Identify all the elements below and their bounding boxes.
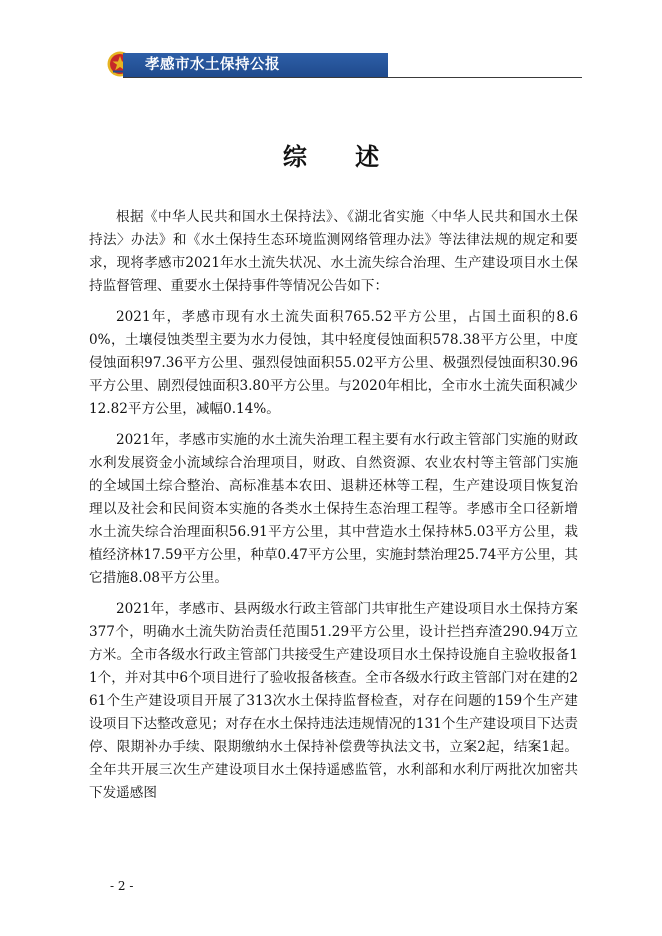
paragraph-supervision: 2021年，孝感市、县两级水行政主管部门共审批生产建设项目水土保持方案377个，明确水土流失防治责任范围51.29平方公里，设计拦挡弃渣290.94万立方米。全市各级水行政主管部门共接受生产建设项目水土保持设施自主验收报备11个，并对其中6个项目进行了验收报备核查。全市各级水行政主管部门对在建的261个生产建设项目开展了313次水土保持监督检查，对存在问题的159个生产建设项目下达整改意见；对存在水土保持违法违规情况的131个生产建设项目下达责停、限期补办手续、限期缴纳水土保持补偿费等执法文书，立案2起，结案1起。全年共开展三次生产建设项目水土保持遥感监管，水利部和水利厅两批次加密共下发遥感图 [89,601,578,801]
paragraph-erosion-status: 2021年，孝感市现有水土流失面积765.52平方公里，占国土面积的8.60%，土壤侵蚀类型主要为水力侵蚀，其中轻度侵蚀面积578.38平方公里，中度侵蚀面积97.36平方公里、强烈侵蚀面积55.02平方公里、极强烈侵蚀面积30.96平方公里、剧烈侵蚀面积3.80平方公里。与2020年相比，全市水土流失面积减少12.82平方公里，减幅0.14%。 [89,309,578,417]
section-title: 综 述 [282,142,400,171]
page-header [107,49,582,79]
body-text [89,206,578,813]
page-number: - 2 - [110,879,134,893]
publication-title: 孝感市水土保持公报 [145,57,280,73]
paragraph-comprehensive-control: 2021年，孝感市实施的水土流失治理工程主要有水行政主管部门实施的财政水利发展资金小流域综合治理项目，财政、自然资源、农业农村等主管部门实施的全域国土综合整治、高标准基本农田、退耕还林等工程，生产建设项目恢复治理以及社会和民间资本实施的各类水土保持生态治理工程等。孝感市全口径新增水土流失综合治理面积56.91平方公里，其中营造水土保持林5.03平方公里，栽植经济林17.59平方公里，种草0.47平方公里，实施封禁治理25.74平方公里，其它措施8.08平方公里。 [89,432,578,586]
header-divider [123,77,582,78]
paragraph-intro: 根据《中华人民共和国水土保持法》、《湖北省实施〈中华人民共和国水土保持法〉办法》和《水土保持生态环境监测网络管理办法》等法律法规的规定和要求，现将孝感市2021年水土流失状况、水土流失综合治理、生产建设项目水土保持监督管理、重要水土保持事件等情况公告如下： [89,209,578,294]
header-banner [123,53,388,77]
